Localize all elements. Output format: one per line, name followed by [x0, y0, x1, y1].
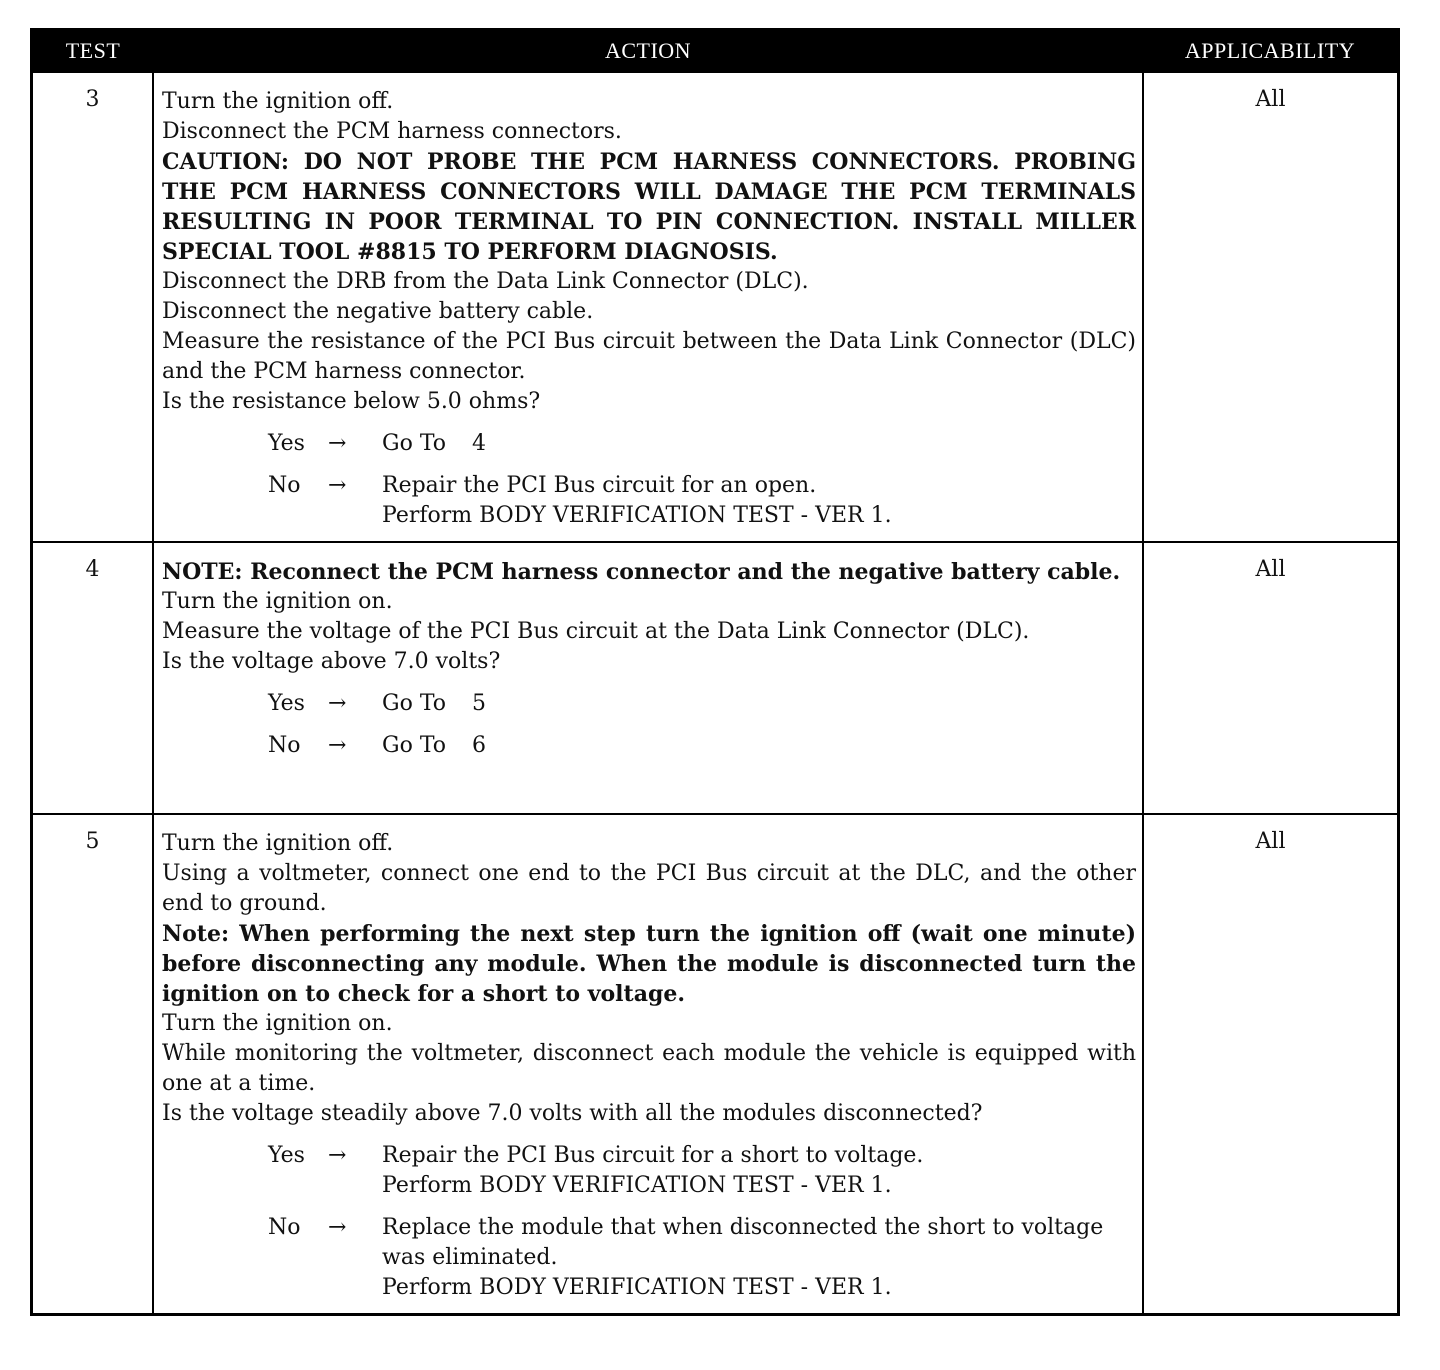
caution-note-text: CAUTION: DO NOT PROBE THE PCM HARNESS CONNECTORS. PROBING THE PCM HARNESS CONNECTORS WILL DAMAGE THE PCM TERMINALS RESULTING IN POOR TERMINAL TO PIN CONNECTION. INSTALL MILLER SPECIAL TOOL #8815 TO PERFORM DIAGNOSIS. — [162, 149, 1136, 265]
test-number-cell: 4 — [33, 542, 153, 814]
outcome-item — [268, 1141, 1136, 1201]
outcome-item — [268, 1213, 1136, 1303]
outcome-result-text: Replace the module that when disconnected the short to voltage was eliminated. — [382, 1215, 1104, 1270]
action-step-text: Is the voltage steadily above 7.0 volts with all the modules disconnected? — [162, 1101, 983, 1126]
outcome-answer: Yes — [268, 431, 305, 456]
right-arrow-icon: → — [328, 1143, 347, 1168]
header-test: TEST — [33, 31, 153, 72]
outcome-item — [268, 689, 1136, 719]
table-row — [33, 542, 1397, 814]
outcome-answer: Yes — [268, 1143, 305, 1168]
outcome-result-text: Perform BODY VERIFICATION TEST - VER 1. — [382, 503, 892, 528]
table-header-row — [33, 31, 1397, 72]
action-step-text: Is the resistance below 5.0 ohms? — [162, 389, 541, 414]
action-step-text: Is the voltage above 7.0 volts? — [162, 649, 501, 674]
action-step-text: Turn the ignition on. — [162, 1011, 393, 1036]
outcome-answer: No — [268, 473, 301, 498]
outcome-item — [268, 429, 1136, 459]
action-step-text: Disconnect the negative battery cable. — [162, 299, 594, 324]
action-step-text: Measure the voltage of the PCI Bus circuit at the Data Link Connector (DLC). — [162, 619, 1030, 644]
header-applicability: APPLICABILITY — [1143, 31, 1397, 72]
table-row — [33, 72, 1397, 542]
outcome-result — [382, 1213, 1136, 1303]
outcome-result — [382, 1141, 1136, 1201]
outcome-result-line — [382, 1141, 1136, 1171]
test-number-cell: 5 — [33, 814, 153, 1313]
action-step-text: Turn the ignition off. — [162, 89, 394, 114]
action-cell — [153, 72, 1143, 542]
action-step-text: Measure the resistance of the PCI Bus circuit between the Data Link Connector (DLC) and the PCM harness connector. — [162, 329, 1136, 384]
goto-step-number: 6 — [472, 733, 487, 758]
table-body — [33, 72, 1397, 1313]
action-step-text: Turn the ignition off. — [162, 831, 394, 856]
outcome-result-text: Repair the PCI Bus circuit for a short to voltage. — [382, 1143, 924, 1168]
table-row — [33, 814, 1397, 1313]
outcome-item — [268, 731, 1136, 761]
outcome-list — [162, 429, 1136, 531]
action-cell — [153, 542, 1143, 814]
goto-step-number: 5 — [472, 691, 487, 716]
action-cell — [153, 814, 1143, 1313]
right-arrow-icon: → — [328, 431, 347, 456]
outcome-result-text: Perform BODY VERIFICATION TEST - VER 1. — [382, 1173, 892, 1198]
outcome-result-line — [382, 731, 1136, 761]
applicability-cell: All — [1143, 814, 1397, 1313]
outcome-result-text: Perform BODY VERIFICATION TEST - VER 1. — [382, 1275, 892, 1300]
outcome-result-line — [382, 501, 1136, 531]
caution-note-text: Note: When performing the next step turn the ignition off (wait one minute) before disconnecting any module. When the module is disconnected turn the ignition on to check for a short to voltage. — [162, 921, 1136, 1007]
outcome-result — [382, 429, 1136, 459]
header-action: ACTION — [153, 31, 1143, 72]
outcome-result-line — [382, 1213, 1136, 1273]
outcome-item — [268, 471, 1136, 531]
right-arrow-icon: → — [328, 1215, 347, 1240]
outcome-result-line — [382, 689, 1136, 719]
outcome-result-line — [382, 1273, 1136, 1303]
outcome-list — [162, 1141, 1136, 1303]
outcome-list — [162, 689, 1136, 761]
right-arrow-icon: → — [328, 733, 347, 758]
action-step-text: Turn the ignition on. — [162, 589, 393, 614]
outcome-result-text: Go To — [382, 691, 447, 716]
outcome-result — [382, 731, 1136, 761]
action-step-text: Using a voltmeter, connect one end to the PCI Bus circuit at the DLC, and the other end to ground. — [162, 861, 1136, 916]
outcome-result — [382, 471, 1136, 531]
action-step-text: Disconnect the DRB from the Data Link Connector (DLC). — [162, 269, 809, 294]
right-arrow-icon: → — [328, 691, 347, 716]
diagnostic-table — [33, 31, 1397, 1313]
outcome-result-text: Repair the PCI Bus circuit for an open. — [382, 473, 817, 498]
diagnostic-table-sheet — [30, 28, 1400, 1316]
action-step-text: Disconnect the PCM harness connectors. — [162, 119, 622, 144]
applicability-cell: All — [1143, 72, 1397, 542]
outcome-answer: No — [268, 1215, 301, 1240]
outcome-result-line — [382, 429, 1136, 459]
outcome-result-text: Go To — [382, 733, 447, 758]
test-number-cell: 3 — [33, 72, 153, 542]
outcome-result — [382, 689, 1136, 719]
goto-step-number: 4 — [472, 431, 487, 456]
caution-note-text: NOTE: Reconnect the PCM harness connector and the negative battery cable. — [162, 559, 1121, 585]
right-arrow-icon: → — [328, 473, 347, 498]
outcome-result-line — [382, 1171, 1136, 1201]
action-step-text: While monitoring the voltmeter, disconnect each module the vehicle is equipped with one at a time. — [162, 1041, 1136, 1096]
applicability-cell: All — [1143, 542, 1397, 814]
outcome-answer: Yes — [268, 691, 305, 716]
outcome-answer: No — [268, 733, 301, 758]
outcome-result-line — [382, 471, 1136, 501]
outcome-result-text: Go To — [382, 431, 447, 456]
